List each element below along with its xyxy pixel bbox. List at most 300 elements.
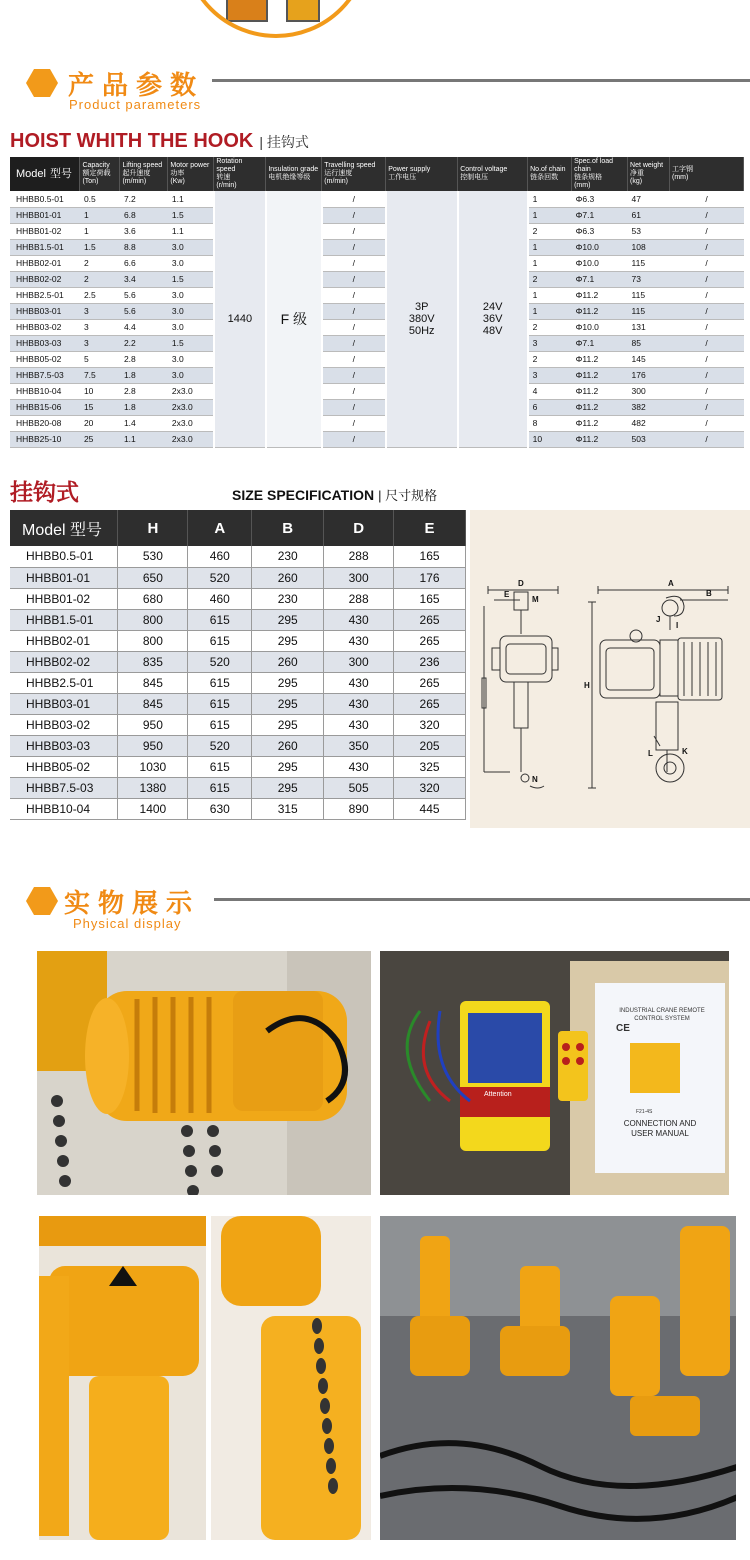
table-cell: 176 bbox=[394, 567, 466, 588]
table-cell: HHBB02-02 bbox=[10, 271, 80, 287]
label-j: J bbox=[656, 615, 661, 624]
header-cell-12 bbox=[670, 157, 744, 191]
table-row bbox=[10, 431, 744, 447]
header-cell-6 bbox=[322, 157, 386, 191]
table-cell: Φ10.0 bbox=[572, 319, 628, 335]
table-cell: / bbox=[322, 223, 386, 239]
table-cell: HHBB01-01 bbox=[10, 567, 118, 588]
header-en: Motor power bbox=[170, 162, 210, 169]
table-cell: 2x3.0 bbox=[168, 415, 214, 431]
table-cell: 265 bbox=[394, 609, 466, 630]
label-e: E bbox=[504, 590, 510, 599]
table-cell: 3.6 bbox=[120, 223, 168, 239]
section-subtitle: Product parameters bbox=[69, 97, 202, 112]
table-cell: 6.8 bbox=[120, 207, 168, 223]
label-l: L bbox=[648, 749, 653, 758]
table-cell: 320 bbox=[394, 777, 466, 798]
merged-line: 3P bbox=[414, 300, 429, 313]
table-cell: HHBB03-02 bbox=[10, 319, 80, 335]
header-unit: (mm) bbox=[574, 182, 591, 189]
table-cell: 615 bbox=[188, 609, 252, 630]
table-cell: HHBB2.5-01 bbox=[10, 287, 80, 303]
photo-hoist-motor bbox=[37, 951, 371, 1195]
table-cell: 1.8 bbox=[120, 399, 168, 415]
table-cell: / bbox=[670, 191, 744, 207]
hoist-parameters-table bbox=[10, 157, 744, 448]
table-cell: 482 bbox=[628, 415, 670, 431]
table-cell: 2.8 bbox=[120, 351, 168, 367]
table-row bbox=[10, 367, 744, 383]
section-subtitle: Physical display bbox=[73, 916, 182, 931]
table-cell: 1 bbox=[80, 223, 120, 239]
table-cell: 6 bbox=[528, 399, 572, 415]
hexagon-icon bbox=[26, 887, 58, 915]
merged-line: 24V bbox=[482, 300, 503, 313]
table-cell: Φ7.1 bbox=[572, 207, 628, 223]
table-row bbox=[10, 693, 466, 714]
table-cell: / bbox=[670, 223, 744, 239]
header-cell-11 bbox=[628, 157, 670, 191]
header-unit: (kg) bbox=[630, 178, 643, 185]
table-cell: 1.4 bbox=[120, 415, 168, 431]
header-cell-10 bbox=[572, 157, 628, 191]
table-cell: 800 bbox=[118, 609, 188, 630]
table-cell: 520 bbox=[188, 735, 252, 756]
header-unit: (Ton) bbox=[82, 178, 99, 185]
table1-title-en: HOIST WHITH THE HOOK bbox=[10, 130, 254, 152]
table-cell: 430 bbox=[324, 756, 394, 777]
table-cell: / bbox=[670, 399, 744, 415]
table-cell: 845 bbox=[118, 672, 188, 693]
header-cell-8 bbox=[458, 157, 528, 191]
table-cell: 2 bbox=[80, 271, 120, 287]
header-cell-9 bbox=[528, 157, 572, 191]
table-cell: HHBB03-01 bbox=[10, 303, 80, 319]
table-cell: 131 bbox=[628, 319, 670, 335]
remote-box-title: INDUSTRIAL CRANE REMOTE CONTROL SYSTEM bbox=[619, 1008, 705, 1022]
table-cell: 845 bbox=[118, 693, 188, 714]
photo-hoist-chain bbox=[211, 1216, 371, 1540]
table-cell: 295 bbox=[252, 693, 324, 714]
table-cell: 3.0 bbox=[168, 239, 214, 255]
header-cell-3 bbox=[168, 157, 214, 191]
table-cell: 615 bbox=[188, 630, 252, 651]
ce-mark: CE bbox=[616, 1023, 630, 1034]
table-cell: 460 bbox=[188, 588, 252, 609]
table-cell: / bbox=[322, 287, 386, 303]
table-cell: 8 bbox=[528, 415, 572, 431]
table-cell: 8.8 bbox=[120, 239, 168, 255]
header-cn: 运行速度 bbox=[324, 170, 353, 177]
table-cell: 1.5 bbox=[80, 239, 120, 255]
header-cn: 电机绝缘等级 bbox=[268, 174, 311, 181]
table-cell: 3.0 bbox=[168, 287, 214, 303]
table-cell: HHBB0.5-01 bbox=[10, 546, 118, 567]
table-row bbox=[10, 756, 466, 777]
table-cell: 230 bbox=[252, 546, 324, 567]
table-cell: 800 bbox=[118, 630, 188, 651]
table-cell: HHBB15-06 bbox=[10, 399, 80, 415]
table-cell: 615 bbox=[188, 777, 252, 798]
table-row bbox=[10, 383, 744, 399]
table-row bbox=[10, 630, 466, 651]
table-cell: Φ11.2 bbox=[572, 431, 628, 447]
table-cell: / bbox=[322, 271, 386, 287]
table-cell: 260 bbox=[252, 651, 324, 672]
table-cell: 300 bbox=[324, 567, 394, 588]
table-cell: 3.0 bbox=[168, 319, 214, 335]
label-i: I bbox=[676, 621, 679, 630]
table-cell: / bbox=[670, 271, 744, 287]
header-en: Spec.of load chain bbox=[574, 158, 613, 173]
table-cell: 430 bbox=[324, 630, 394, 651]
header-cn: 链条回数 bbox=[530, 174, 559, 181]
header-cell-0: Model 型号 bbox=[10, 510, 118, 546]
table-cell: 1.5 bbox=[168, 271, 214, 287]
table-cell: / bbox=[322, 335, 386, 351]
table-cell: 5 bbox=[80, 351, 120, 367]
table-cell: 0.5 bbox=[80, 191, 120, 207]
table-row bbox=[10, 798, 466, 819]
rotation-speed-cell: 1440 bbox=[214, 191, 266, 447]
insulation-grade-cell: F 级 bbox=[266, 191, 322, 447]
table-row bbox=[10, 609, 466, 630]
table-cell: 230 bbox=[252, 588, 324, 609]
table-cell: Φ11.2 bbox=[572, 383, 628, 399]
table-cell: 85 bbox=[628, 335, 670, 351]
table-cell: / bbox=[670, 287, 744, 303]
table-cell: 1 bbox=[528, 287, 572, 303]
table-cell: / bbox=[670, 383, 744, 399]
table-row bbox=[10, 223, 744, 239]
table-cell: 520 bbox=[188, 651, 252, 672]
table-cell: Φ6.3 bbox=[572, 223, 628, 239]
table-cell: 295 bbox=[252, 609, 324, 630]
label-k: K bbox=[682, 747, 688, 756]
section-title: 产品参数 bbox=[68, 71, 205, 101]
table-cell: 288 bbox=[324, 546, 394, 567]
table-row bbox=[10, 271, 744, 287]
table-cell: / bbox=[670, 415, 744, 431]
table-cell: 320 bbox=[394, 714, 466, 735]
table-cell: 295 bbox=[252, 777, 324, 798]
photo-hoist-track bbox=[39, 1216, 206, 1540]
table-cell: / bbox=[322, 431, 386, 447]
header-unit: (Kw) bbox=[170, 178, 185, 185]
header-cell-0 bbox=[10, 157, 80, 191]
table-cell: 3.4 bbox=[120, 271, 168, 287]
table-cell: 650 bbox=[118, 567, 188, 588]
table-cell: 53 bbox=[628, 223, 670, 239]
table-cell: / bbox=[670, 303, 744, 319]
header-cell-1: H bbox=[118, 510, 188, 546]
table-cell: 2 bbox=[528, 223, 572, 239]
table-cell: 315 bbox=[252, 798, 324, 819]
table-cell: 630 bbox=[188, 798, 252, 819]
table1-title-cn: 挂钩式 bbox=[266, 134, 309, 150]
header-en: Capacity bbox=[82, 162, 110, 169]
table-row bbox=[10, 714, 466, 735]
table-cell: / bbox=[322, 319, 386, 335]
table-cell: 295 bbox=[252, 672, 324, 693]
table-cell: 205 bbox=[394, 735, 466, 756]
table-cell: / bbox=[322, 239, 386, 255]
table-cell: HHBB1.5-01 bbox=[10, 609, 118, 630]
header-cn: 型号 bbox=[49, 168, 72, 180]
power-supply-cell bbox=[386, 191, 458, 447]
table-cell: 445 bbox=[394, 798, 466, 819]
table-cell: 430 bbox=[324, 672, 394, 693]
table2-title: 挂钩式 bbox=[10, 480, 79, 506]
table-cell: 4 bbox=[528, 383, 572, 399]
table-cell: 2x3.0 bbox=[168, 383, 214, 399]
table-cell: 288 bbox=[324, 588, 394, 609]
table-cell: 20 bbox=[80, 415, 120, 431]
header-cell-5 bbox=[266, 157, 322, 191]
table-header-row bbox=[10, 157, 744, 191]
table-cell: 382 bbox=[628, 399, 670, 415]
table-cell: 430 bbox=[324, 714, 394, 735]
table-cell: 15 bbox=[80, 399, 120, 415]
header-cn: 额定荷载 bbox=[82, 170, 111, 177]
table-cell: 47 bbox=[628, 191, 670, 207]
table-cell: / bbox=[322, 399, 386, 415]
table-cell: / bbox=[670, 431, 744, 447]
table-cell: HHBB10-04 bbox=[10, 383, 80, 399]
table-row bbox=[10, 351, 744, 367]
table-cell: / bbox=[670, 255, 744, 271]
label-n: N bbox=[532, 775, 538, 784]
table-cell: 1 bbox=[80, 207, 120, 223]
table-cell: HHBB03-03 bbox=[10, 335, 80, 351]
label-m: M bbox=[532, 595, 539, 604]
table-cell: 260 bbox=[252, 735, 324, 756]
table-cell: / bbox=[670, 351, 744, 367]
table-cell: 115 bbox=[628, 287, 670, 303]
photo-remote-control bbox=[380, 951, 729, 1195]
table-cell: / bbox=[670, 367, 744, 383]
table-cell: 2x3.0 bbox=[168, 399, 214, 415]
header-cn: 控制电压 bbox=[460, 174, 489, 181]
section-header-params bbox=[0, 65, 750, 115]
table-cell: 615 bbox=[188, 693, 252, 714]
attention-label: Attention bbox=[484, 1091, 512, 1098]
table-cell: Φ7.1 bbox=[572, 335, 628, 351]
table-cell: HHBB7.5-03 bbox=[10, 367, 80, 383]
header-en: Power supply bbox=[388, 166, 431, 173]
table-cell: HHBB01-02 bbox=[10, 588, 118, 609]
table-cell: Φ6.3 bbox=[572, 191, 628, 207]
table-cell: / bbox=[322, 255, 386, 271]
table-cell: 503 bbox=[628, 431, 670, 447]
table-cell: Φ7.1 bbox=[572, 271, 628, 287]
table-row bbox=[10, 287, 744, 303]
table-cell: 265 bbox=[394, 693, 466, 714]
table-cell: 165 bbox=[394, 588, 466, 609]
merged-line: 50Hz bbox=[408, 324, 435, 337]
header-cell-3: B bbox=[252, 510, 324, 546]
table-cell: 3.0 bbox=[168, 303, 214, 319]
header-en: Travelling speed bbox=[324, 162, 376, 169]
table-cell: 1 bbox=[528, 239, 572, 255]
header-cn: 起升速度 bbox=[122, 170, 151, 177]
table-row bbox=[10, 191, 744, 207]
table-cell: 265 bbox=[394, 630, 466, 651]
remote-model-label: F21-4S bbox=[636, 1109, 653, 1115]
header-en: No.of chain bbox=[530, 166, 566, 173]
table-cell: 2x3.0 bbox=[168, 431, 214, 447]
section-title: 实物展示 bbox=[64, 889, 201, 919]
table-cell: 615 bbox=[188, 672, 252, 693]
table-row bbox=[10, 303, 744, 319]
table-row bbox=[10, 399, 744, 415]
table-cell: Φ10.0 bbox=[572, 255, 628, 271]
header-en: Control voltage bbox=[460, 166, 508, 173]
table-cell: HHBB02-01 bbox=[10, 630, 118, 651]
merged-line: 36V bbox=[482, 312, 503, 325]
table-cell: 295 bbox=[252, 714, 324, 735]
table-cell: 165 bbox=[394, 546, 466, 567]
table-cell: 530 bbox=[118, 546, 188, 567]
table-cell: HHBB03-01 bbox=[10, 693, 118, 714]
table-cell: 615 bbox=[188, 756, 252, 777]
size-specification-table bbox=[10, 510, 466, 820]
table-cell: 1 bbox=[528, 255, 572, 271]
table-cell: Φ11.2 bbox=[572, 399, 628, 415]
table-cell: Φ11.2 bbox=[572, 351, 628, 367]
table1-title: HOIST WHITH THE HOOK | 挂钩式 bbox=[10, 130, 309, 152]
table-cell: 430 bbox=[324, 609, 394, 630]
table-cell: 1.5 bbox=[168, 207, 214, 223]
header-en: Rotation speed bbox=[216, 158, 243, 173]
table-cell: 1030 bbox=[118, 756, 188, 777]
table-cell: 176 bbox=[628, 367, 670, 383]
table-cell: 835 bbox=[118, 651, 188, 672]
table-cell: 115 bbox=[628, 303, 670, 319]
header-en: Net weight bbox=[630, 162, 664, 169]
table-cell: 7.5 bbox=[80, 367, 120, 383]
table-cell: 1.1 bbox=[120, 431, 168, 447]
table-cell: HHBB03-03 bbox=[10, 735, 118, 756]
control-voltage-cell bbox=[458, 191, 528, 447]
table-cell: HHBB0.5-01 bbox=[10, 191, 80, 207]
table-cell: 2 bbox=[528, 271, 572, 287]
table-cell: 1400 bbox=[118, 798, 188, 819]
header-cell-5: E bbox=[394, 510, 466, 546]
table-cell: 3 bbox=[80, 303, 120, 319]
table-row bbox=[10, 651, 466, 672]
table-cell: 1 bbox=[528, 303, 572, 319]
table-row bbox=[10, 335, 744, 351]
table-cell: 1.5 bbox=[168, 335, 214, 351]
table-header-row bbox=[10, 510, 466, 546]
table-cell: 2.5 bbox=[80, 287, 120, 303]
label-h: H bbox=[584, 681, 590, 690]
merged-line: 380V bbox=[408, 312, 435, 325]
table-cell: / bbox=[670, 335, 744, 351]
table-cell: 2.2 bbox=[120, 335, 168, 351]
table-cell: 61 bbox=[628, 207, 670, 223]
table-cell: 460 bbox=[188, 546, 252, 567]
table-row bbox=[10, 672, 466, 693]
table-cell: / bbox=[322, 351, 386, 367]
table-cell: 430 bbox=[324, 693, 394, 714]
table-cell: 890 bbox=[324, 798, 394, 819]
table-cell: 3.0 bbox=[168, 367, 214, 383]
table-cell: / bbox=[322, 191, 386, 207]
table2-subtitle-cn: 尺寸规格 bbox=[385, 488, 438, 503]
table-cell: 520 bbox=[188, 567, 252, 588]
table-cell: 295 bbox=[252, 630, 324, 651]
photo-workshop bbox=[380, 1216, 736, 1540]
table-cell: / bbox=[322, 415, 386, 431]
table-cell: 950 bbox=[118, 714, 188, 735]
table-cell: Φ11.2 bbox=[572, 415, 628, 431]
table-cell: 3.0 bbox=[168, 255, 214, 271]
table-cell: 145 bbox=[628, 351, 670, 367]
label-b: B bbox=[706, 589, 712, 598]
table-cell: 1.1 bbox=[168, 223, 214, 239]
hoist-drawing bbox=[470, 510, 750, 828]
table-cell: 950 bbox=[118, 735, 188, 756]
product-thumbnail-box bbox=[226, 0, 268, 22]
header-cell-4 bbox=[214, 157, 266, 191]
table-row bbox=[10, 546, 466, 567]
table-cell: 5.6 bbox=[120, 287, 168, 303]
header-unit: (mm) bbox=[672, 174, 689, 181]
table-cell: 73 bbox=[628, 271, 670, 287]
header-en: Lifting speed bbox=[122, 162, 163, 169]
table-cell: 615 bbox=[188, 714, 252, 735]
table2-subtitle: SIZE SPECIFICATION | 尺寸规格 bbox=[232, 487, 438, 503]
table-cell: 3 bbox=[528, 335, 572, 351]
table-cell: 260 bbox=[252, 567, 324, 588]
table-cell: 1 bbox=[528, 207, 572, 223]
table-cell: / bbox=[670, 319, 744, 335]
table-cell: / bbox=[670, 207, 744, 223]
table-cell: 1.8 bbox=[120, 367, 168, 383]
merged-line: 48V bbox=[482, 324, 503, 337]
table-cell: 325 bbox=[394, 756, 466, 777]
table-cell: HHBB2.5-01 bbox=[10, 672, 118, 693]
table-cell: 680 bbox=[118, 588, 188, 609]
header-cell-2 bbox=[120, 157, 168, 191]
table-row bbox=[10, 239, 744, 255]
table-cell: Φ11.2 bbox=[572, 303, 628, 319]
table-row bbox=[10, 255, 744, 271]
label-d: D bbox=[518, 579, 524, 588]
product-thumbnail-box bbox=[286, 0, 320, 22]
product-thumbnail-circle bbox=[182, 0, 370, 38]
table-cell: HHBB03-02 bbox=[10, 714, 118, 735]
divider bbox=[214, 898, 750, 901]
header-cn: 链条规格 bbox=[574, 174, 603, 181]
table-cell: Φ11.2 bbox=[572, 287, 628, 303]
header-en: Model bbox=[16, 168, 46, 180]
header-cn: 净重 bbox=[630, 170, 645, 177]
table-cell: HHBB1.5-01 bbox=[10, 239, 80, 255]
table-row bbox=[10, 777, 466, 798]
table-cell: / bbox=[322, 367, 386, 383]
table-cell: 236 bbox=[394, 651, 466, 672]
table-row bbox=[10, 588, 466, 609]
table-cell: 3 bbox=[80, 335, 120, 351]
header-cell-7 bbox=[386, 157, 458, 191]
table-cell: 7.2 bbox=[120, 191, 168, 207]
table-cell: HHBB10-04 bbox=[10, 798, 118, 819]
header-cn: 功率 bbox=[170, 170, 185, 177]
table-cell: 505 bbox=[324, 777, 394, 798]
